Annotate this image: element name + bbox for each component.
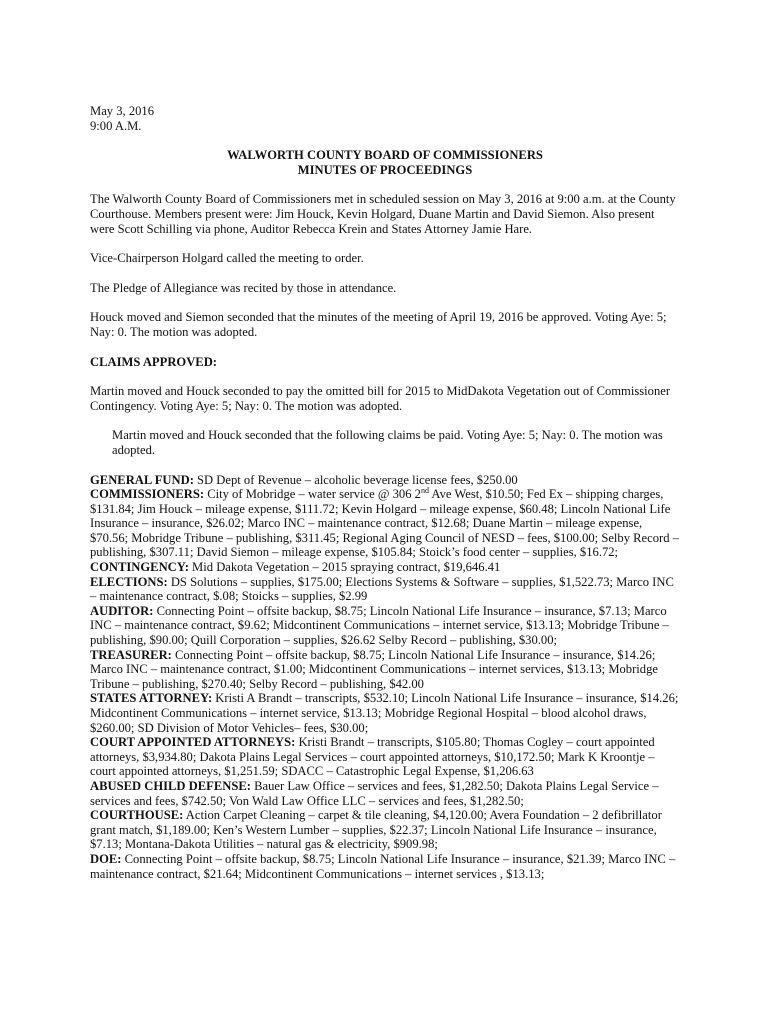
claim-label: TREASURER: bbox=[90, 647, 172, 662]
document-subtitle: MINUTES OF PROCEEDINGS bbox=[297, 162, 473, 177]
claim-label: ABUSED CHILD DEFENSE: bbox=[90, 778, 251, 793]
claim-text: Mid Dakota Vegetation – 2015 spraying contract, $19,646.41 bbox=[188, 560, 501, 575]
claim-abused-child-defense bbox=[90, 779, 680, 808]
claims-heading: CLAIMS APPROVED: bbox=[90, 354, 217, 369]
claim-general-fund bbox=[90, 473, 680, 488]
meeting-date: May 3, 2016 bbox=[90, 104, 155, 118]
claim-text: City of Mobridge – water service @ 306 2 bbox=[204, 487, 421, 502]
title-block bbox=[90, 148, 680, 177]
claim-treasurer bbox=[90, 648, 680, 692]
claim-text: Connecting Point – offsite backup, $8.75; Lincoln National Life Insurance – insurance, $7.13; Marco INC – maintenance contract, $9.62; Midcontinent Communications – internet service, $13.13; Mobridge Tribune – publishing, $90.00; Quill Corporation – supplies, $26.62 Selby Record – publishing, $30.00; bbox=[90, 603, 669, 648]
claim-states-attorney bbox=[90, 691, 680, 735]
minutes-approval-paragraph: Houck moved and Siemon seconded that the minutes of the meeting of April 19, 2016 be approved. Voting Aye: 5; Nay: 0. The motion was adopted. bbox=[90, 310, 667, 339]
claim-label: CONTINGENCY: bbox=[90, 560, 189, 575]
claim-text: Connecting Point – offsite backup, $8.75; Lincoln National Life Insurance – insurance, $21.39; Marco INC – maintenance contract, $21.64; Midcontinent Communications – internet services , $13.13; bbox=[90, 851, 676, 881]
claims-list bbox=[90, 473, 680, 882]
claim-auditor bbox=[90, 604, 680, 648]
meeting-time: 9:00 A.M. bbox=[90, 118, 142, 133]
claim-text: Action Carpet Cleaning – carpet & tile cleaning, $4,120.00; Avera Foundation – 2 defibrillator grant match, $1,189.00; Ken’s Western Lumber – supplies, $22.37; Lincoln National Life Insurance – insurance, $7.13; Montana-Dakota Utilities – natural gas & electricity, $909.98; bbox=[90, 808, 662, 852]
claim-doe bbox=[90, 852, 680, 881]
claim-commissioners bbox=[90, 487, 680, 560]
claim-label: COURTHOUSE: bbox=[90, 808, 184, 823]
call-to-order-paragraph: Vice-Chairperson Holgard called the meeting to order. bbox=[90, 251, 364, 266]
claim-text: Kristi A Brandt – transcripts, $532.10; Lincoln National Life Insurance – insurance, $14.26; Midcontinent Communications – internet service, $13.13; Mobridge Regional Hospital – blood alcohol draws, $260.00; SD Division of Motor Vehicles– fees, $30.00; bbox=[90, 691, 679, 735]
intro-paragraph: The Walworth County Board of Commissioners met in scheduled session on May 3, 2016 at 9:00 a.m. at the County Courthouse. Members present were: Jim Houck, Kevin Holgard, Duane Martin and David Siemon. Also present were Scott Schilling via phone, Auditor Rebecca Krein and States Attorney Jamie Hare. bbox=[90, 192, 676, 236]
claim-text: Bauer Law Office – services and fees, $1,282.50; Dakota Plains Legal Service – services and fees, $742.50; Von Wald Law Office LLC – services and fees, $1,282.50; bbox=[90, 778, 659, 808]
claim-courthouse bbox=[90, 808, 680, 852]
claim-text: Ave West, $10.50; Fed Ex – shipping charges, $131.84; Jim Houck – mileage expense, $111.72; Kevin Holgard – mileage expense, $60.48; Lincoln National Life Insurance – insurance, $26.02; Marco INC – maintenance contract, $12.68; Duane Martin – mileage expense, $70.56; Mobridge Tribune – publishing, $311.45; Regional Aging Council of NESD – fees, $100.00; Selby Record – publishing, $307.11; David Siemon – mileage expense, $105.84; Stoick’s food center – supplies, $16.72; bbox=[90, 487, 679, 560]
claim-court-appointed-attorneys bbox=[90, 735, 680, 779]
document-title: WALWORTH COUNTY BOARD OF COMMISSIONERS bbox=[227, 148, 543, 163]
claim-elections bbox=[90, 575, 680, 604]
claim-label: DOE: bbox=[90, 851, 122, 866]
claim-text: DS Solutions – supplies, $175.00; Elections Systems & Software – supplies, $1,522.73; Marco INC – maintenance contract, $.08; Stoicks – supplies, $2.99 bbox=[90, 574, 674, 604]
claim-label: AUDITOR: bbox=[90, 603, 154, 618]
claim-label: STATES ATTORNEY: bbox=[90, 691, 213, 706]
claim-label: ELECTIONS: bbox=[90, 574, 168, 589]
claim-text: Connecting Point – offsite backup, $8.75; Lincoln National Life Insurance – insurance, $14.26; Marco INC – maintenance contract, $1.00; Midcontinent Communications – internet services, $13.13; Mobridge Tribune – publishing, $270.40; Selby Record – publishing, $42.00 bbox=[90, 647, 658, 691]
claim-label: GENERAL FUND: bbox=[90, 472, 194, 487]
pledge-paragraph: The Pledge of Allegiance was recited by those in attendance. bbox=[90, 280, 397, 295]
claim-text: SD Dept of Revenue – alcoholic beverage license fees, $250.00 bbox=[193, 472, 518, 487]
date-block bbox=[90, 104, 680, 133]
ordinal-suffix: nd bbox=[420, 485, 429, 495]
claims-motion-paragraph: Martin moved and Houck seconded that the following claims be paid. Voting Aye: 5; Nay: 0. The motion was adopted. bbox=[112, 428, 663, 457]
claim-text: Kristi Brandt – transcripts, $105.80; Thomas Cogley – court appointed attorneys, $3,934.80; Dakota Plains Legal Services – court appointed attorneys, $10,172.50; Mark K Kroontje – court appointed attorneys, $1,251.59; SDACC – Catastrophic Legal Expense, $1,206.63 bbox=[90, 735, 655, 779]
claim-contingency bbox=[90, 560, 680, 575]
omitted-bill-paragraph: Martin moved and Houck seconded to pay the omitted bill for 2015 to MidDakota Vegetation out of Commissioner Contingency. Voting Aye: 5; Nay: 0. The motion was adopted. bbox=[90, 384, 671, 413]
claim-label: COMMISSIONERS: bbox=[90, 487, 205, 502]
claim-label: COURT APPOINTED ATTORNEYS: bbox=[90, 735, 296, 750]
